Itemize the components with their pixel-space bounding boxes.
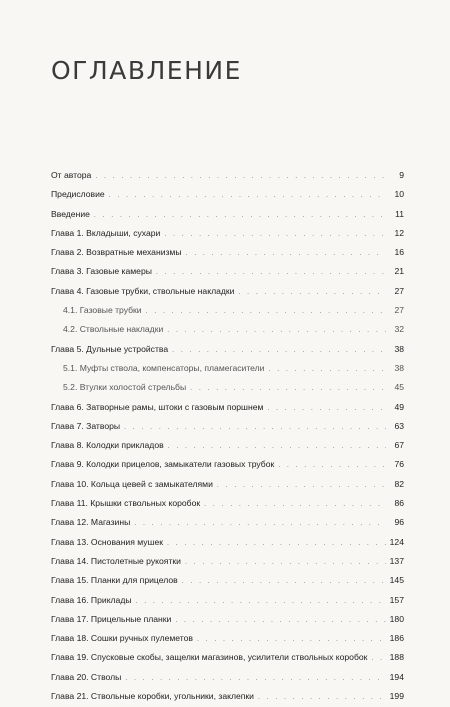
toc-entry [51,417,404,436]
toc-entry-page: 96 [394,517,404,528]
dot-leader [278,456,386,475]
toc-entry-page: 124 [389,536,404,547]
toc-entry-label: Глава 7. Затворы [51,420,121,431]
toc-subentry [51,359,404,378]
toc-entry-label: Введение [51,208,90,219]
toc-entry-page: 137 [389,555,404,566]
toc-entry [51,533,404,552]
toc-entry [51,494,404,513]
toc-entry [51,455,404,474]
dot-leader [164,225,386,244]
toc-entry [51,513,404,532]
toc-entry-page: 45 [394,382,404,393]
toc-entry-label: Глава 6. Затворные рамы, штоки с газовым поршнем [51,401,264,412]
toc-subentry [51,301,404,320]
toc-entry [51,262,404,281]
dot-leader [258,688,386,707]
toc-entry-page: 76 [394,459,404,470]
dot-leader [95,167,386,186]
toc-entry [51,205,404,224]
toc-entry-label: 4.1. Газовые трубки [63,305,142,316]
toc-entry-page: 86 [394,498,404,509]
toc-entry-page: 11 [395,208,404,219]
toc-entry-label: Глава 12. Магазины [51,517,131,528]
toc-entry [51,398,404,417]
toc-entry [51,610,404,629]
toc-entry-label: Глава 5. Дульные устройства [51,343,169,354]
dot-leader [167,534,386,553]
toc-entry [51,436,404,455]
toc-entry-label: Глава 1. Вкладыши, сухари [51,227,161,238]
toc-entry-page: 38 [394,362,404,373]
toc-entry [51,591,404,610]
dot-leader [238,283,386,302]
toc-entry-label: Глава 3. Газовые камеры [51,266,152,277]
dot-leader [125,669,385,688]
toc-entry-page: 27 [394,285,404,296]
toc-entry-page: 157 [389,594,404,605]
toc-entry-label: 4.2. Ствольные накладки [63,324,164,335]
dot-leader [124,418,386,437]
toc-entry-label: Глава 16. Приклады [51,594,132,605]
toc-entry-page: 145 [389,575,404,586]
dot-leader [94,206,386,225]
toc-entry-page: 180 [389,613,404,624]
toc-entry-page: 67 [394,440,404,451]
toc-entry [51,629,404,648]
toc-entry-label: Глава 10. Кольца цевей с замыкателями [51,478,213,489]
toc-entry-page: 9 [399,170,404,180]
toc-entry [51,185,404,204]
dot-leader [134,514,386,533]
toc-entry-page: 27 [394,305,404,316]
toc-entry-page: 32 [394,324,404,335]
toc-entry-label: От автора [51,170,92,180]
toc-entry-page: 63 [394,420,404,431]
toc-entry-label: Глава 19. Спусковые скобы, защелки магазинов, усилители ствольных коробок [51,652,368,663]
toc-entry-page: 194 [389,671,404,682]
toc-entry-label: Глава 20. Стволы [51,671,122,682]
toc-entry-label: Глава 18. Сошки ручных пулеметов [51,633,193,644]
dot-leader [175,611,385,630]
toc-entry-page: 16 [394,247,404,258]
toc-entry-label: Глава 8. Колодки прикладов [51,440,164,451]
toc-entry-label: Глава 4. Газовые трубки, ствольные накладки [51,285,235,296]
toc-entry-label: Глава 15. Планки для прицелов [51,575,178,586]
dot-leader [371,649,385,668]
table-of-contents [51,166,404,706]
toc-entry-label: Глава 13. Основания мушек [51,536,164,547]
toc-entry-page: 186 [389,633,404,644]
toc-entry [51,166,404,185]
toc-entry [51,668,404,687]
page-title: ОГЛАВЛЕНИЕ [51,56,242,85]
toc-entry [51,282,404,301]
toc-entry-label: 5.1. Муфты ствола, компенсаторы, пламегасители [63,362,265,373]
dot-leader [267,399,386,418]
dot-leader [156,263,386,282]
dot-leader [172,341,386,360]
toc-subentry [51,378,404,397]
dot-leader [182,572,386,591]
dot-leader [269,360,387,379]
toc-entry-page: 12 [394,227,404,238]
toc-entry-label: Глава 9. Колодки прицелов, замыкатели газовых трубок [51,459,275,470]
toc-entry [51,552,404,571]
toc-entry [51,340,404,359]
dot-leader [136,592,386,611]
dot-leader [109,186,386,205]
toc-entry-label: Глава 14. Пистолетные рукоятки [51,555,181,566]
toc-entry-page: 199 [389,691,404,702]
dot-leader [186,244,386,263]
dot-leader [185,553,386,572]
toc-subentry [51,320,404,339]
toc-entry [51,224,404,243]
toc-entry [51,687,404,706]
toc-entry [51,475,404,494]
dot-leader [190,379,386,398]
toc-entry-label: Глава 17. Прицельные планки [51,613,172,624]
toc-entry-page: 10 [394,189,404,200]
dot-leader [167,321,386,340]
dot-leader [146,302,386,321]
toc-entry-page: 188 [389,652,404,663]
toc-entry [51,571,404,590]
toc-entry-label: Предисловие [51,189,105,200]
toc-entry-label: 5.2. Втулки холостой стрельбы [63,382,187,393]
toc-entry [51,243,404,262]
toc-entry-page: 38 [394,343,404,354]
toc-entry-label: Глава 11. Крышки ствольных коробок [51,498,201,509]
toc-entry-page: 49 [394,401,404,412]
toc-entry-page: 21 [394,266,404,277]
dot-leader [168,437,386,456]
dot-leader [204,495,386,514]
toc-entry-label: Глава 21. Ствольные коробки, угольники, заклепки [51,691,254,702]
dot-leader [197,630,386,649]
toc-entry-page: 82 [394,478,404,489]
dot-leader [217,476,386,495]
toc-entry-label: Глава 2. Возвратные механизмы [51,247,182,258]
